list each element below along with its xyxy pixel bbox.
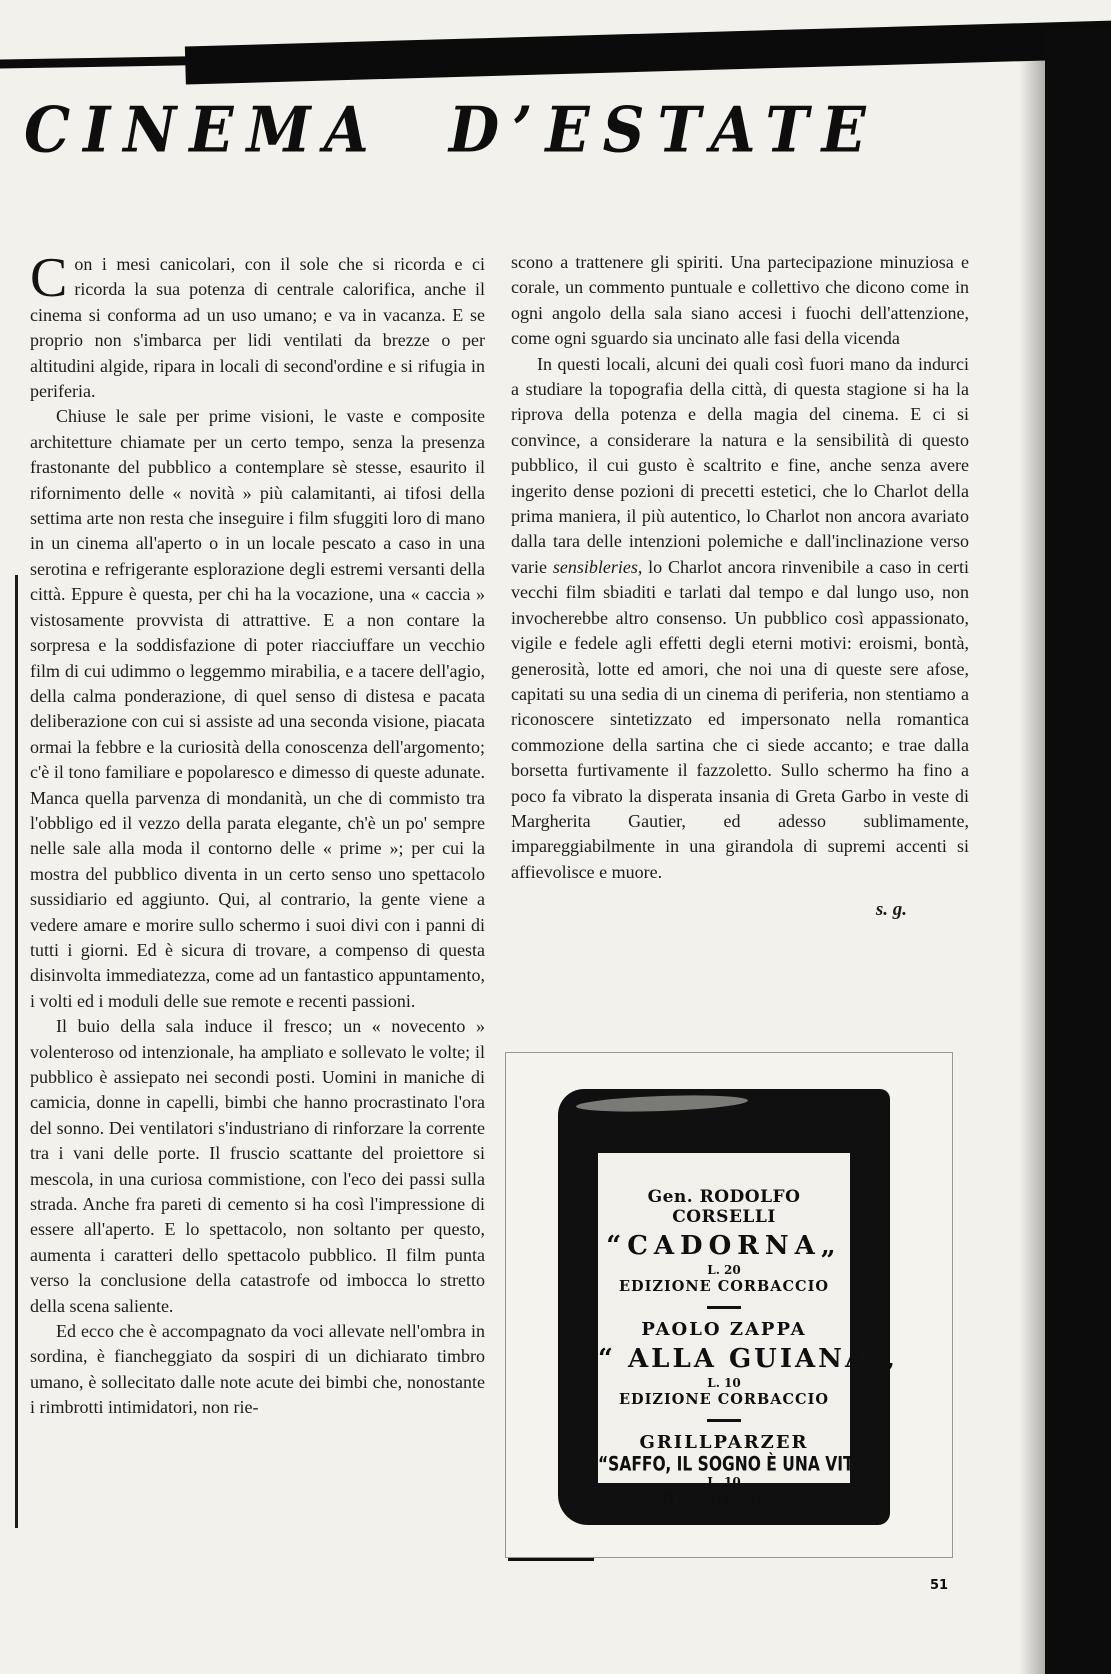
ad-author: Gen. RODOLFO CORSELLI bbox=[647, 1187, 801, 1227]
ad-price: L. 10 bbox=[707, 1475, 741, 1489]
paragraph: scono a trattenere gli spiriti. Una partecipazione minuziosa e corale, un commento puntuale e collettivo che dicono come in ogni angolo della sala siano accesi i fuochi dell'attenzione, come ogni sguardo sia uncinato alle fasi della vicenda bbox=[511, 252, 969, 349]
ad-book-title: “CADORNA„ bbox=[606, 1231, 842, 1261]
paragraph-text: In questi locali, alcuni dei quali così fuori mano da indurci a studiare la topografia della città, di questa stagione si ha la riprova della potenza e della magia del cinema. E ci si convince, a considerare la natura e la sensibilità di questo pubblico, il cui gusto è scaltrito e fine, anche senza avere ingerito dense pozioni di precetti estetici, che lo Charlot della prima maniera, il più autentico, lo Charlot non ancora avariato dalla tara delle intenzioni polemiche e dall'inclinazione verso varie bbox=[511, 353, 969, 577]
drop-cap: C bbox=[30, 247, 68, 309]
scan-right-shadow bbox=[1019, 60, 1045, 1674]
ad-author: PAOLO ZAPPA bbox=[641, 1319, 807, 1340]
book-label bbox=[598, 1153, 899, 1507]
ad-divider bbox=[707, 1419, 741, 1422]
article-column-left bbox=[30, 247, 485, 1421]
paragraph: Ed ecco che è accompagnato da voci allevate nell'ombra in sordina, è fiancheggiato da sospiri di un dichiarato timbro umano, è sollecitato dalle note acute dei bimbi che, nonostante i rimbrotti intimidatori, non rie- bbox=[30, 1321, 485, 1418]
ad-price: L. 10 bbox=[707, 1376, 741, 1390]
scan-right-black-strip bbox=[1045, 28, 1111, 1674]
paragraph: Chiuse le sale per prime visioni, le vaste e composite architetture chiamate per un certo tempo, senza la presenza frastonante del pubblico a contemplare sè stesse, esaurito il rifornimento delle « novità » più calamitanti, ai tifosi della settima arte non resta che inseguire i film sfuggiti loro di mano in un cinema all'aperto o in un locale pescato a caso in una serotina e refrigerante esplorazione degli estremi versanti della città. Eppure è questa, per chi ha la vocazione, una « caccia » vistosamente provvista di attrattive. E a non contare la sorpresa e la soddisfazione di poter riacciuffare un vecchio film di cui udimmo o leggemmo mirabilia, e a tacere dell'agio, della calma ponderazione, di quel senso di distesa e pacata deliberazione con cui si assiste ad una seconda visione, piacata ormai la febbre e la curiosità della conoscenza dell'argomento; c'è il tono familiare e popolaresco e dimesso di queste adunate. Manca quella parvenza di mondanità, un che di commisto tra l'obbligo ed il vezzo della parata elegante, ch'è un po' sempre nelle sale alla moda il contorno delle « prime »; per cui la mostra del pubblico diventa in un certo senso uno spettacolo sussidiario ed aggiunto. Qui, al contrario, la gente viene a vedere amare e morire sullo schermo i suoi divi con i panni di tutti i giorni. Ed è sicura di trovare, a compenso di questa disinvolta immediatezza, come ad un fantastico appuntamento, i volti ed i moduli delle sue remote e recenti passioni. bbox=[30, 406, 485, 1011]
article-column-right bbox=[511, 250, 969, 923]
ad-publisher: EDIZIONE CORBACCIO bbox=[619, 1391, 829, 1408]
ad-book-title: “SAFFO, IL SOGNO È UNA VITA„ bbox=[598, 1452, 876, 1476]
ad-price: L. 20 bbox=[707, 1263, 741, 1277]
paragraph-text: , lo Charlot ancora rinvenibile a caso in certi vecchi film sbiaditi e tarlati dal tempo e dal lungo uso, non invocherebbe altro consenso. Un pubblico così appassionato, vigile e fedele agli effetti degli eterni motivi: eroismi, bontà, generosità, lotte ed amori, che noi una di queste sere afose, capitati su una sedia di un cinema di periferia, non stentiamo a riconoscere sintetizzato ed impersonato nella romantica commozione della sartina che ci siede accanto; e trae dalla borsetta furtivamente il fazzoletto. Sullo schermo ha fino a poco fa vibrato la disperata insania di Greta Garbo in veste di Margherita Gautier, ed adesso sublimamente, impareggiabilmente in una girandola di supremi accenti si affievolisce e muore. bbox=[511, 556, 969, 882]
page-title: CINEMA D’ESTATE bbox=[24, 93, 879, 167]
paragraph bbox=[30, 247, 485, 404]
book-ad-panel bbox=[505, 1052, 953, 1558]
ad-publisher: EDIZIONE UTET bbox=[649, 1490, 799, 1507]
ad-divider bbox=[707, 1306, 741, 1309]
scan-left-edge-line bbox=[15, 575, 18, 1528]
book-pages-edge bbox=[576, 1093, 748, 1114]
page-number: 51 bbox=[930, 1578, 949, 1593]
ad-publisher: EDIZIONE CORBACCIO bbox=[619, 1278, 829, 1295]
paragraph bbox=[511, 352, 969, 886]
ad-author: GRILLPARZER bbox=[639, 1432, 809, 1453]
book-cover bbox=[558, 1089, 899, 1525]
scan-top-black-band bbox=[185, 20, 1111, 85]
ad-book-title: “ ALLA GUIANA „ bbox=[598, 1344, 899, 1374]
italic-word: sensibleries bbox=[552, 556, 638, 577]
paragraph: Il buio della sala induce il fresco; un « novecento » volenteroso od intenzionale, ha ampliato e sollevato le volte; il pubblico è assiepato nei secondi posti. Uomini in maniche di camicia, donne in capelli, bimbi che hanno procrastinato l'ora del sonno. Dei ventilatori s'industriano di rinforzare la corrente tra i vani delle porte. Il fruscio scattante del proiettore si mescola, in una curiosa commistione, con l'eco dei passi sulla strada. Anche fra pareti di cemento si ha così l'impressione di essere all'aperto. E lo spettacolo, non soltanto per questo, aumenta i caratteri dello spettacolo pubblico. Il film punta verso la conclusione della catastrofe od imbocca lo stretto della scena saliente. bbox=[30, 1016, 485, 1316]
author-signature: s. g. bbox=[875, 899, 907, 921]
paragraph-text: on i mesi canicolari, con il sole che si ricorda e ci ricorda la sua potenza di centrale calorifica, anche il cinema si conforma ad un uso umano; e va in vacanza. E se proprio non s'imbarca per lidi ventilati da brezze o per altitudini algide, ripara in locali di second'ordine e si rifugia in periferia. bbox=[30, 254, 485, 402]
